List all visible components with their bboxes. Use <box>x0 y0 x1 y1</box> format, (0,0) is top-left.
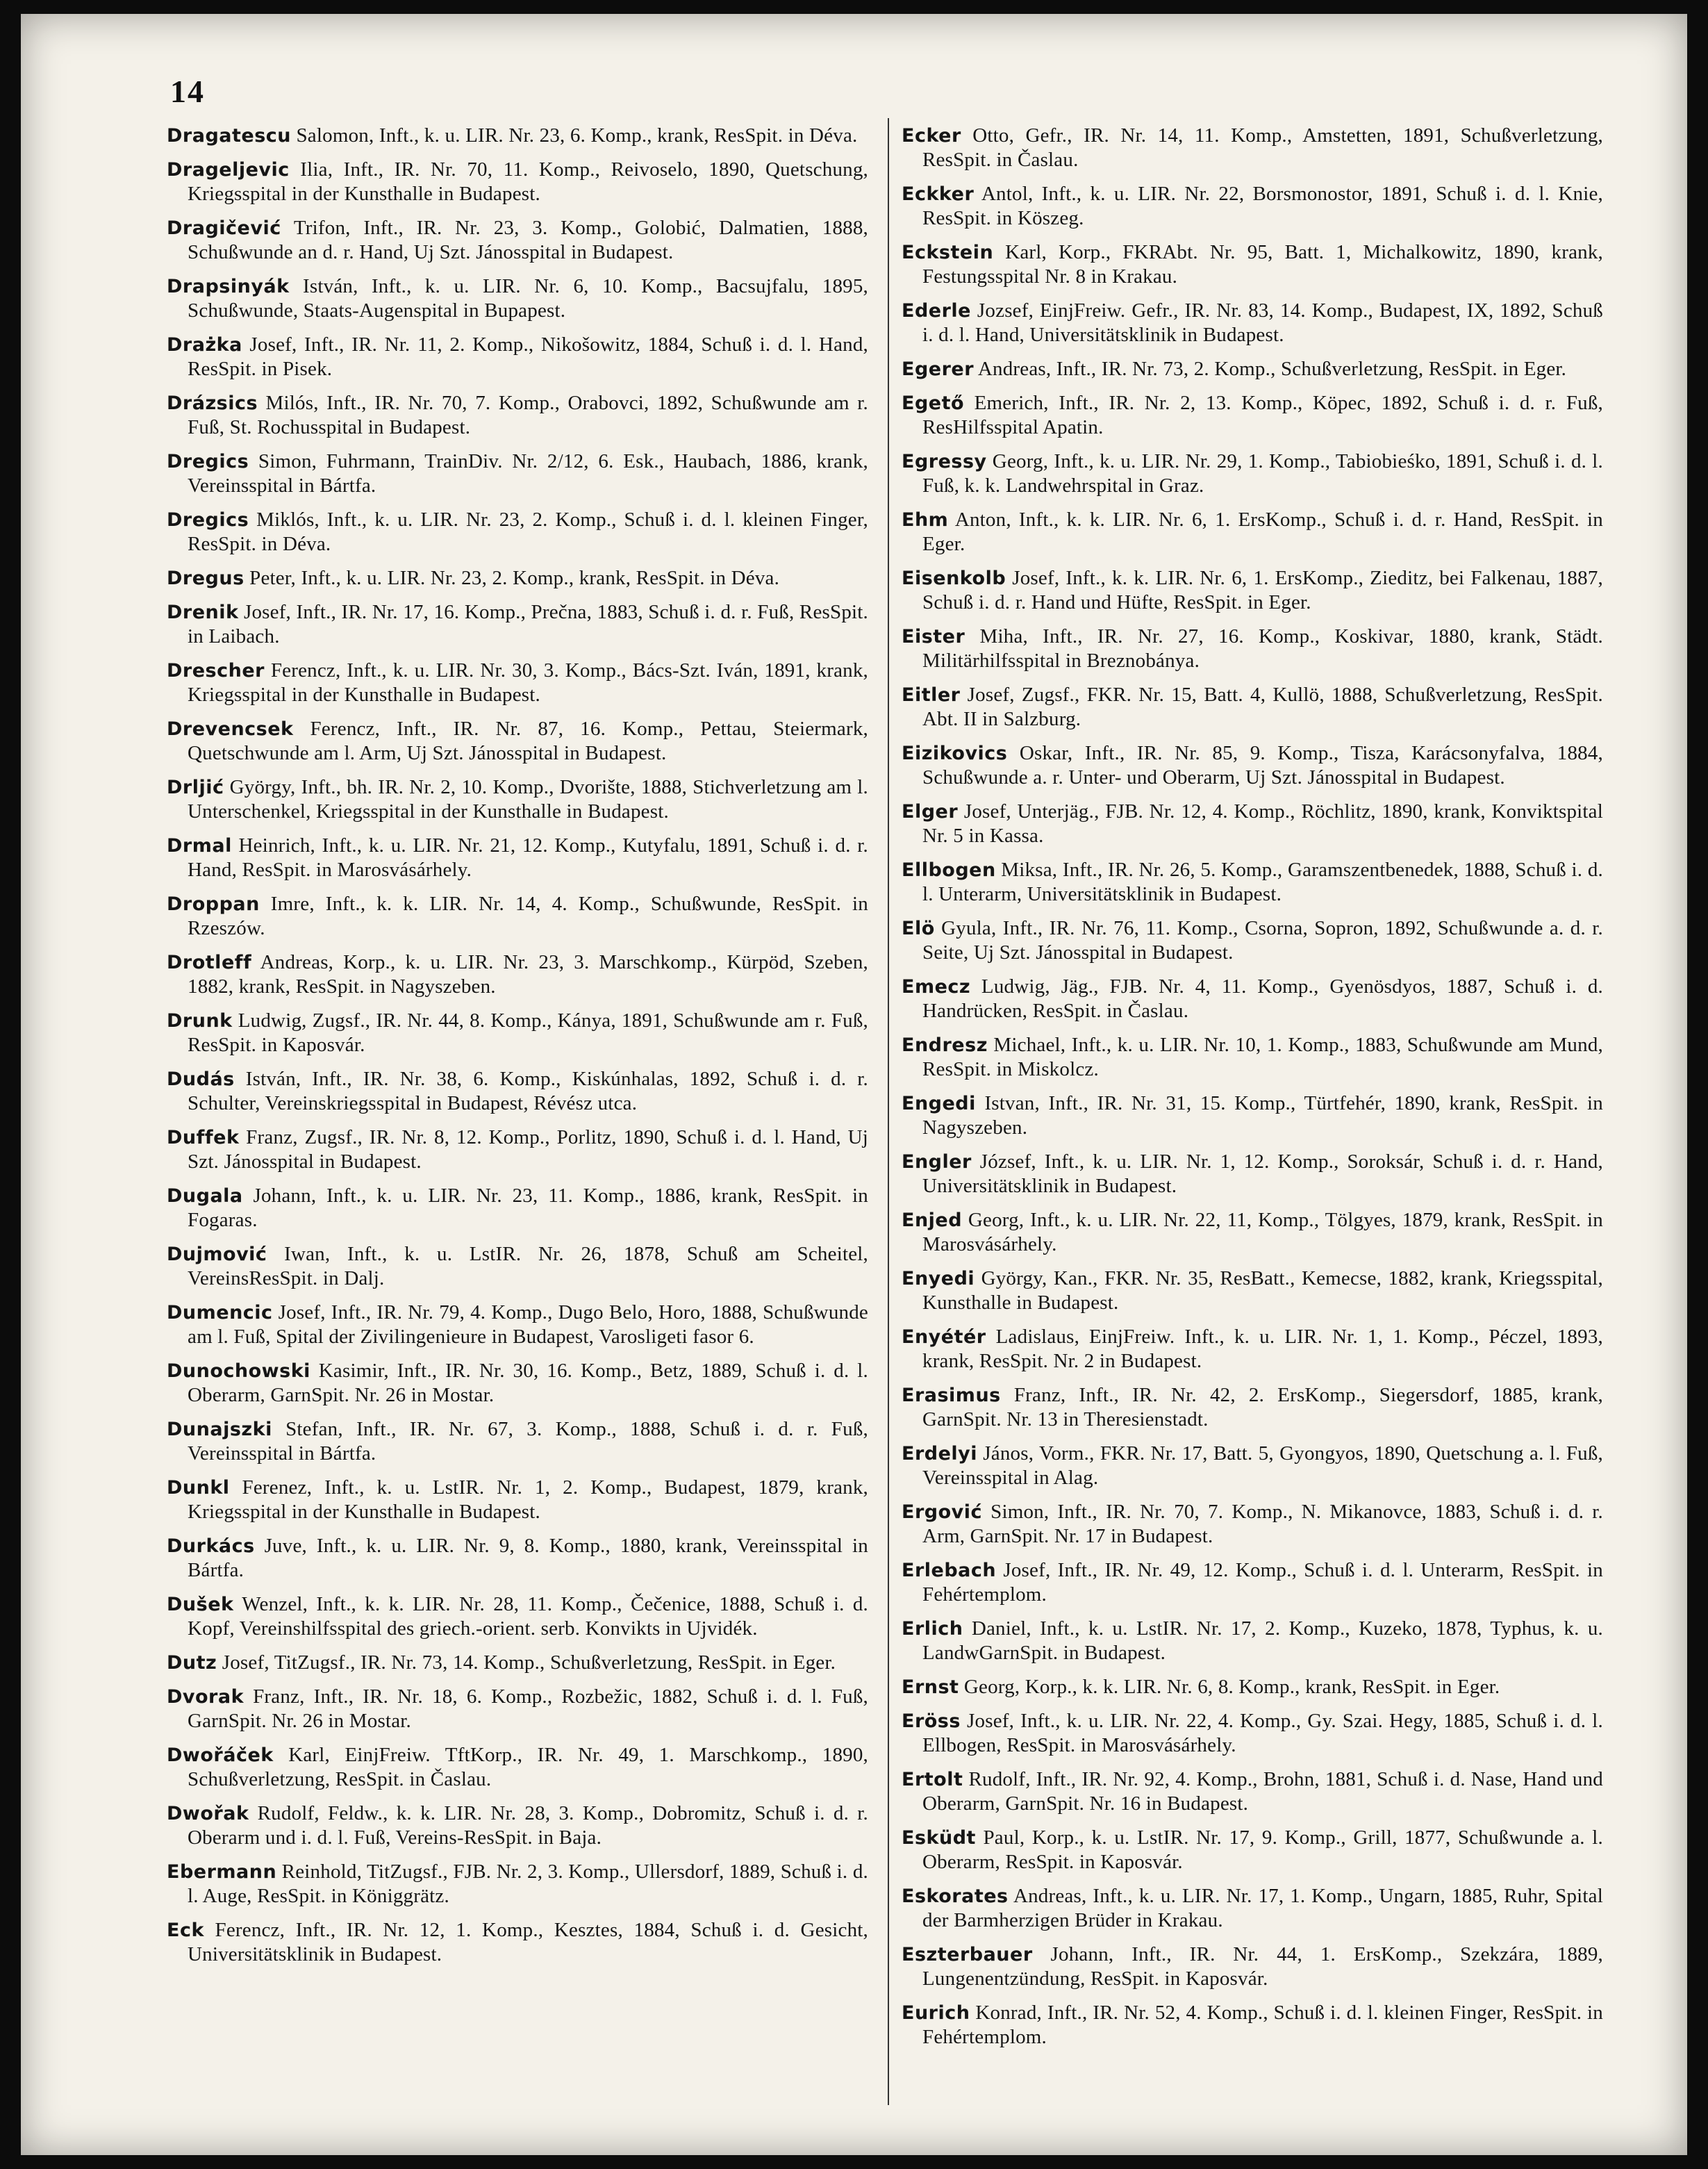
casualty-entry <box>167 566 868 591</box>
entry-details: Josef, Unterjäg., FJB. Nr. 12, 4. Komp., Röchlitz, 1890, krank, Konviktspital Nr. 5 in Kassa. <box>922 800 1603 847</box>
entry-surname: Ergović <box>902 1501 982 1523</box>
casualty-entry <box>167 450 868 498</box>
casualty-entry <box>167 158 868 206</box>
entry-details: Milós, Inft., IR. Nr. 70, 7. Komp., Orabovci, 1892, Schußwunde am r. Fuß, St. Rochusspital in Budapest. <box>188 392 868 438</box>
entry-details: Kasimir, Inft., IR. Nr. 30, 16. Komp., Betz, 1889, Schuß i. d. l. Oberarm, GarnSpit. Nr. 26 in Mostar. <box>188 1360 868 1406</box>
entry-details: Michael, Inft., k. u. LIR. Nr. 10, 1. Komp., 1883, Schußwunde am Mund, ResSpit. in Miskolcz. <box>922 1034 1603 1080</box>
entry-surname: Eck <box>167 1920 204 1941</box>
entry-details: Ladislaus, EinjFreiw. Inft., k. u. LIR. Nr. 1, 1. Komp., Péczel, 1893, krank, ResSpit. Nr. 2 in Budapest. <box>922 1326 1603 1372</box>
entry-details: Franz, Zugsf., IR. Nr. 8, 12. Komp., Porlitz, 1890, Schuß i. d. l. Hand, Uj Szt. Jánosspital in Budapest. <box>188 1126 868 1173</box>
entry-details: Stefan, Inft., IR. Nr. 67, 3. Komp., 1888, Schuß i. d. r. Fuß, Vereinsspital in Bártfa. <box>188 1418 868 1465</box>
entry-details: Ferencz, Inft., IR. Nr. 12, 1. Komp., Kesztes, 1884, Schuß i. d. Gesicht, Universitätsklinik in Budapest. <box>188 1919 868 1965</box>
casualty-entry <box>167 1860 868 1908</box>
entry-details: Konrad, Inft., IR. Nr. 52, 4. Komp., Schuß i. d. l. kleinen Finger, ResSpit. in Fehértemplom. <box>922 2002 1603 2048</box>
right-column <box>902 124 1603 2059</box>
casualty-entry <box>902 1033 1603 1082</box>
entry-details: Andreas, Inft., k. u. LIR. Nr. 17, 1. Komp., Ungarn, 1885, Ruhr, Spital der Barmherzigen Brüder in Krakau. <box>922 1885 1603 1931</box>
entry-details: Ferenez, Inft., k. u. LstIR. Nr. 1, 2. Komp., Budapest, 1879, krank, Kriegsspital in der Kunsthalle in Budapest. <box>188 1476 868 1523</box>
casualty-entry <box>167 717 868 766</box>
entry-surname: Drenik <box>167 602 239 623</box>
entry-surname: Dwořak <box>167 1803 249 1824</box>
entry-details: Iwan, Inft., k. u. LstIR. Nr. 26, 1878, Schuß am Scheitel, VereinsResSpit. in Dalj. <box>188 1243 868 1289</box>
entry-surname: Eizikovics <box>902 743 1008 764</box>
casualty-entry <box>902 566 1603 615</box>
entry-surname: Dušek <box>167 1594 234 1615</box>
casualty-entry <box>902 741 1603 790</box>
entry-surname: Elö <box>902 918 935 939</box>
entry-details: József, Inft., k. u. LIR. Nr. 1, 12. Komp., Soroksár, Schuß i. d. r. Hand, Universitätsklinik in Budapest. <box>922 1151 1603 1197</box>
casualty-entry <box>902 1267 1603 1315</box>
casualty-entry <box>902 240 1603 289</box>
entry-details: Miha, Inft., IR. Nr. 27, 16. Komp., Koskivar, 1880, krank, Städt. Militärhilfsspital in Breznobánya. <box>922 625 1603 672</box>
entry-details: Heinrich, Inft., k. u. LIR. Nr. 21, 12. Komp., Kutyfalu, 1891, Schuß i. d. r. Hand, ResSpit. in Marosvásárhely. <box>188 834 868 881</box>
entry-details: Trifon, Inft., IR. Nr. 23, 3. Komp., Golobić, Dalmatien, 1888, Schußwunde an d. r. Hand, Uj Szt. Jánosspital in Budapest. <box>188 217 868 263</box>
casualty-entry <box>167 1067 868 1116</box>
entry-surname: Engedi <box>902 1093 976 1114</box>
casualty-entry <box>902 182 1603 231</box>
casualty-entry <box>902 1091 1603 1140</box>
entry-details: Simon, Fuhrmann, TrainDiv. Nr. 2/12, 6. Esk., Haubach, 1886, krank, Vereinsspital in Bártfa. <box>188 450 868 497</box>
entry-details: Emerich, Inft., IR. Nr. 2, 13. Komp., Köpec, 1892, Schuß i. d. r. Fuß, ResHilfsspital Apatin. <box>922 392 1603 438</box>
entry-details: Rudolf, Feldw., k. k. LIR. Nr. 28, 3. Komp., Dobromitz, Schuß i. d. r. Oberarm und i. d. l. Fuß, Vereins-ResSpit. in Baja. <box>188 1802 868 1849</box>
entry-details: Andreas, Inft., IR. Nr. 73, 2. Komp., Schußverletzung, ResSpit. in Eger. <box>974 358 1567 380</box>
scanned-page <box>21 14 1687 2155</box>
casualty-entry <box>167 1534 868 1583</box>
casualty-entry <box>902 1383 1603 1432</box>
entry-surname: Eurich <box>902 2002 970 2024</box>
casualty-entry <box>167 1009 868 1057</box>
entry-surname: Erdelyi <box>902 1443 978 1465</box>
entry-surname: Dvorak <box>167 1686 244 1708</box>
entry-surname: Erlebach <box>902 1560 997 1581</box>
entry-surname: Dudás <box>167 1069 235 1090</box>
entry-surname: Endresz <box>902 1034 988 1056</box>
entry-details: Josef, Inft., IR. Nr. 17, 16. Komp., Prečna, 1883, Schuß i. d. r. Fuß, ResSpit. in Laibach. <box>188 601 868 648</box>
entry-surname: Eister <box>902 626 965 648</box>
casualty-entry <box>902 391 1603 440</box>
entry-surname: Enyedi <box>902 1268 975 1289</box>
casualty-entry <box>902 975 1603 1023</box>
entry-surname: Ebermann <box>167 1861 277 1883</box>
casualty-entry <box>902 1675 1603 1699</box>
entry-details: Josef, Inft., IR. Nr. 79, 4. Komp., Dugo Belo, Horo, 1888, Schußwunde am l. Fuß, Spital der Zivilingenieure in Budapest, Varosligeti fasor 6. <box>188 1301 868 1348</box>
casualty-entry <box>902 450 1603 498</box>
entry-details: Otto, Gefr., IR. Nr. 14, 11. Komp., Amstetten, 1891, Schußverletzung, ResSpit. in Časlau. <box>922 124 1603 171</box>
entry-details: Josef, Inft., k. u. LIR. Nr. 22, 4. Komp., Gy. Szai. Hegy, 1885, Schuß i. d. l. Ellbogen, ResSpit. in Marosvásárhely. <box>922 1710 1603 1756</box>
entry-details: György, Kan., FKR. Nr. 35, ResBatt., Kemecse, 1882, krank, Kriegsspital, Kunsthalle in Budapest. <box>922 1267 1603 1314</box>
casualty-entry <box>167 124 868 148</box>
casualty-entry <box>902 1617 1603 1665</box>
entry-surname: Dregus <box>167 568 244 589</box>
entry-surname: Egető <box>902 393 965 414</box>
entry-surname: Dugala <box>167 1185 243 1207</box>
casualty-entry <box>902 357 1603 381</box>
casualty-entry <box>902 1500 1603 1549</box>
entry-surname: Dwořáček <box>167 1745 274 1766</box>
entry-details: Reinhold, TitZugsf., FJB. Nr. 2, 3. Komp., Ullersdorf, 1889, Schuß i. d. l. Auge, ResSpit. in Königgrätz. <box>188 1861 868 1907</box>
entry-details: Ferencz, Inft., k. u. LIR. Nr. 30, 3. Komp., Bács-Szt. Iván, 1891, krank, Kriegsspital in der Kunsthalle in Budapest. <box>188 659 868 706</box>
entry-surname: Drapsinyák <box>167 276 290 297</box>
casualty-entry <box>902 1208 1603 1257</box>
entry-surname: Ehm <box>902 509 949 531</box>
entry-details: Antol, Inft., k. u. LIR. Nr. 22, Borsmonostor, 1891, Schuß i. d. l. Knie, ResSpit. in Köszeg. <box>922 183 1603 229</box>
entry-details: Anton, Inft., k. k. LIR. Nr. 6, 1. ErsKomp., Schuß i. d. r. Hand, ResSpit. in Eger. <box>922 509 1603 555</box>
entry-surname: Eckstein <box>902 242 994 263</box>
entry-surname: Dunochowski <box>167 1360 310 1382</box>
entry-details: Ferencz, Inft., IR. Nr. 87, 16. Komp., Pettau, Steiermark, Quetschwunde am l. Arm, Uj Szt. Jánosspital in Budapest. <box>188 718 868 764</box>
entry-surname: Dunkl <box>167 1477 230 1499</box>
casualty-entry <box>902 683 1603 732</box>
entry-surname: Drageljevic <box>167 159 290 181</box>
casualty-entry <box>167 1801 868 1850</box>
casualty-entry <box>167 1592 868 1641</box>
entry-surname: Esküdt <box>902 1827 976 1849</box>
entry-surname: Drotleff <box>167 952 252 973</box>
entry-surname: Eröss <box>902 1710 961 1732</box>
casualty-entry <box>167 1242 868 1291</box>
casualty-entry <box>902 625 1603 673</box>
entry-details: Josef, TitZugsf., IR. Nr. 73, 14. Komp., Schußverletzung, ResSpit. in Eger. <box>217 1651 836 1674</box>
entry-surname: Drmal <box>167 835 232 857</box>
casualty-entry <box>902 1150 1603 1198</box>
entry-details: Georg, Inft., k. u. LIR. Nr. 22, 11, Komp., Tölgyes, 1879, krank, ResSpit. in Marosvásárhely. <box>922 1209 1603 1255</box>
casualty-entry <box>167 333 868 381</box>
entry-surname: Egressy <box>902 451 987 472</box>
casualty-entry <box>167 1476 868 1524</box>
entry-details: Jozsef, EinjFreiw. Gefr., IR. Nr. 83, 14. Komp., Budapest, IX, 1892, Schuß i. d. l. Hand, Universitätsklinik in Budapest. <box>922 299 1603 346</box>
entry-details: Josef, Inft., IR. Nr. 49, 12. Komp., Schuß i. d. l. Unterarm, ResSpit. in Fehértemplom. <box>922 1559 1603 1606</box>
casualty-entry <box>902 1709 1603 1758</box>
entry-surname: Ederle <box>902 300 971 322</box>
entry-surname: Duffek <box>167 1127 240 1148</box>
casualty-entry <box>902 508 1603 556</box>
casualty-entry <box>167 1359 868 1408</box>
casualty-entry <box>167 1417 868 1466</box>
casualty-entry <box>902 124 1603 172</box>
entry-details: Paul, Korp., k. u. LstIR. Nr. 17, 9. Komp., Grill, 1877, Schußwunde a. l. Oberarm, ResSpit. in Kaposvár. <box>922 1826 1603 1873</box>
entry-surname: Drunk <box>167 1010 233 1032</box>
entry-surname: Ernst <box>902 1676 959 1698</box>
casualty-entry <box>167 391 868 440</box>
entry-surname: Dregics <box>167 451 249 472</box>
entry-surname: Drescher <box>167 660 265 682</box>
entry-surname: Dumencic <box>167 1302 273 1323</box>
entry-details: Josef, Inft., IR. Nr. 11, 2. Komp., Nikošowitz, 1884, Schuß i. d. l. Hand, ResSpit. in Pisek. <box>188 333 868 380</box>
entry-details: Miksa, Inft., IR. Nr. 26, 5. Komp., Garamszentbenedek, 1888, Schuß i. d. l. Unterarm, Universitätsklinik in Budapest. <box>922 859 1603 905</box>
casualty-entry <box>902 1767 1603 1816</box>
casualty-entry <box>902 1884 1603 1933</box>
column-divider <box>888 118 889 2105</box>
entry-details: Josef, Zugsf., FKR. Nr. 15, Batt. 4, Kullö, 1888, Schußverletzung, ResSpit. Abt. II in Salzburg. <box>922 684 1603 730</box>
entry-details: Karl, EinjFreiw. TftKorp., IR. Nr. 49, 1. Marschkomp., 1890, Schußverletzung, ResSpit. in Časlau. <box>188 1744 868 1790</box>
entry-surname: Drázsics <box>167 393 258 414</box>
entry-surname: Egerer <box>902 358 975 380</box>
entry-details: Andreas, Korp., k. u. LIR. Nr. 23, 3. Marschkomp., Kürpöd, Szeben, 1882, krank, ResSpit. in Nagyszeben. <box>188 951 868 998</box>
casualty-entry <box>167 892 868 941</box>
entry-surname: Drażka <box>167 334 242 356</box>
entry-details: Daniel, Inft., k. u. LstIR. Nr. 17, 2. Komp., Kuzeko, 1878, Typhus, k. u. LandwGarnSpit. in Budapest. <box>922 1617 1603 1664</box>
casualty-entry <box>902 916 1603 965</box>
entry-details: Juve, Inft., k. u. LIR. Nr. 9, 8. Komp., 1880, krank, Vereinsspital in Bártfa. <box>188 1535 868 1581</box>
casualty-entry <box>167 834 868 882</box>
entry-surname: Dragičević <box>167 217 281 239</box>
entry-surname: Eszterbauer <box>902 1944 1033 1965</box>
entry-details: János, Vorm., FKR. Nr. 17, Batt. 5, Gyongyos, 1890, Quetschung a. l. Fuß, Vereinsspital in Alag. <box>922 1442 1603 1489</box>
casualty-entry <box>167 508 868 556</box>
casualty-entry <box>902 1943 1603 1991</box>
entry-details: Johann, Inft., IR. Nr. 44, 1. ErsKomp., Szekzára, 1889, Lungenentzündung, ResSpit. in Kaposvár. <box>922 1943 1603 1990</box>
entry-surname: Elger <box>902 801 959 823</box>
entry-details: György, Inft., bh. IR. Nr. 2, 10. Komp., Dvorište, 1888, Stichverletzung am l. Unterschenkel, Kriegsspital in der Kunsthalle in Budapest. <box>188 776 868 823</box>
entry-surname: Ecker <box>902 125 961 147</box>
casualty-entry <box>902 1558 1603 1607</box>
entry-details: Peter, Inft., k. u. LIR. Nr. 23, 2. Komp., krank, ResSpit. in Déva. <box>244 567 780 589</box>
casualty-entry <box>167 216 868 265</box>
entry-details: Salomon, Inft., k. u. LIR. Nr. 23, 6. Komp., krank, ResSpit. in Déva. <box>291 124 858 147</box>
entry-surname: Erasimus <box>902 1385 1001 1406</box>
entry-surname: Ellbogen <box>902 859 996 881</box>
entry-surname: Eitler <box>902 684 961 706</box>
casualty-entry <box>902 858 1603 907</box>
casualty-entry <box>902 800 1603 848</box>
entry-details: Karl, Korp., FKRAbt. Nr. 95, Batt. 1, Michalkowitz, 1890, krank, Festungsspital Nr. 8 in Krakau. <box>922 241 1603 288</box>
casualty-entry <box>167 1125 868 1174</box>
entry-surname: Eisenkolb <box>902 568 1006 589</box>
casualty-entry <box>902 299 1603 347</box>
casualty-entry <box>167 775 868 824</box>
entry-surname: Engler <box>902 1151 972 1173</box>
casualty-entry <box>167 1184 868 1232</box>
entry-surname: Durkács <box>167 1535 255 1557</box>
entry-details: Ludwig, Jäg., FJB. Nr. 4, 11. Komp., Gyenösdyos, 1887, Schuß i. d. Handrücken, ResSpit. in Časlau. <box>922 975 1603 1022</box>
entry-surname: Emecz <box>902 976 971 998</box>
entry-details: István, Inft., k. u. LIR. Nr. 6, 10. Komp., Bacsujfalu, 1895, Schußwunde, Staats-Augenspital in Bupapest. <box>188 275 868 322</box>
casualty-entry <box>167 600 868 649</box>
entry-surname: Dunajszki <box>167 1419 272 1440</box>
casualty-entry <box>167 1651 868 1675</box>
casualty-entry <box>902 1325 1603 1374</box>
entry-details: Ilia, Inft., IR. Nr. 70, 11. Komp., Reivoselo, 1890, Quetschung, Kriegsspital in der Kunsthalle in Budapest. <box>188 158 868 205</box>
entry-details: Franz, Inft., IR. Nr. 42, 2. ErsKomp., Siegersdorf, 1885, krank, GarnSpit. Nr. 13 in Theresienstadt. <box>922 1384 1603 1430</box>
entry-surname: Ertolt <box>902 1769 963 1790</box>
casualty-entry <box>167 1918 868 1967</box>
entry-details: Gyula, Inft., IR. Nr. 76, 11. Komp., Csorna, Sopron, 1892, Schußwunde a. d. r. Seite, Uj Szt. Jánosspital in Budapest. <box>922 917 1603 964</box>
entry-surname: Erlich <box>902 1618 963 1640</box>
entry-surname: Enyétér <box>902 1326 986 1348</box>
left-column <box>167 124 868 1977</box>
entry-surname: Dujmović <box>167 1244 267 1265</box>
casualty-entry <box>167 659 868 707</box>
casualty-entry <box>167 274 868 323</box>
entry-details: Johann, Inft., k. u. LIR. Nr. 23, 11. Komp., 1886, krank, ResSpit. in Fogaras. <box>188 1185 868 1231</box>
entry-details: Josef, Inft., k. k. LIR. Nr. 6, 1. ErsKomp., Zieditz, bei Falkenau, 1887, Schuß i. d. r. Hand und Hüfte, ResSpit. in Eger. <box>922 567 1603 613</box>
casualty-entry <box>167 1743 868 1792</box>
entry-details: Georg, Korp., k. k. LIR. Nr. 6, 8. Komp., krank, ResSpit. in Eger. <box>959 1676 1500 1698</box>
casualty-entry <box>167 1301 868 1349</box>
page-number: 14 <box>170 74 205 109</box>
casualty-entry <box>167 1685 868 1733</box>
entry-surname: Dutz <box>167 1652 217 1674</box>
entry-surname: Drljić <box>167 777 224 798</box>
entry-details: Istvan, Inft., IR. Nr. 31, 15. Komp., Türtfehér, 1890, krank, ResSpit. in Nagyszeben. <box>922 1092 1603 1139</box>
entry-details: Imre, Inft., k. k. LIR. Nr. 14, 4. Komp., Schußwunde, ResSpit. in Rzeszów. <box>188 893 868 939</box>
entry-details: Miklós, Inft., k. u. LIR. Nr. 23, 2. Komp., Schuß i. d. l. kleinen Finger, ResSpit. in Déva. <box>188 509 868 555</box>
entry-details: Franz, Inft., IR. Nr. 18, 6. Komp., Rozbežic, 1882, Schuß i. d. l. Fuß, GarnSpit. Nr. 26 in Mostar. <box>188 1685 868 1732</box>
entry-details: Rudolf, Inft., IR. Nr. 92, 4. Komp., Brohn, 1881, Schuß i. d. Nase, Hand und Oberarm, GarnSpit. Nr. 16 in Budapest. <box>922 1768 1603 1815</box>
entry-surname: Eckker <box>902 183 975 205</box>
entry-surname: Enjed <box>902 1210 963 1231</box>
casualty-entry <box>902 2001 1603 2050</box>
entry-details: Oskar, Inft., IR. Nr. 85, 9. Komp., Tisza, Karácsonyfalva, 1884, Schußwunde a. r. Unter- und Oberarm, Uj Szt. Jánosspital in Budapest. <box>922 742 1603 789</box>
entry-details: Georg, Inft., k. u. LIR. Nr. 29, 1. Komp., Tabiobieśko, 1891, Schuß i. d. l. Fuß, k. k. Landwehrspital in Graz. <box>922 450 1603 497</box>
casualty-entry <box>167 950 868 999</box>
entry-surname: Drevencsek <box>167 718 294 740</box>
entry-details: Simon, Inft., IR. Nr. 70, 7. Komp., N. Mikanovce, 1883, Schuß i. d. r. Arm, GarnSpit. Nr. 17 in Budapest. <box>922 1501 1603 1547</box>
entry-surname: Eskorates <box>902 1886 1009 1907</box>
entry-surname: Dregics <box>167 509 249 531</box>
entry-details: Wenzel, Inft., k. k. LIR. Nr. 28, 11. Komp., Čečenice, 1888, Schuß i. d. Kopf, Vereinshilfsspital des griech.-orient. serb. Konvikts in Ujvidék. <box>188 1593 868 1640</box>
entry-surname: Droppan <box>167 893 260 915</box>
casualty-entry <box>902 1826 1603 1874</box>
entry-surname: Dragatescu <box>167 125 292 147</box>
entry-details: Ludwig, Zugsf., IR. Nr. 44, 8. Komp., Kánya, 1891, Schußwunde am r. Fuß, ResSpit. in Kaposvár. <box>188 1009 868 1056</box>
casualty-entry <box>902 1442 1603 1490</box>
entry-details: István, Inft., IR. Nr. 38, 6. Komp., Kiskúnhalas, 1892, Schuß i. d. r. Schulter, Vereinskriegsspital in Budapest, Révész utca. <box>188 1068 868 1114</box>
